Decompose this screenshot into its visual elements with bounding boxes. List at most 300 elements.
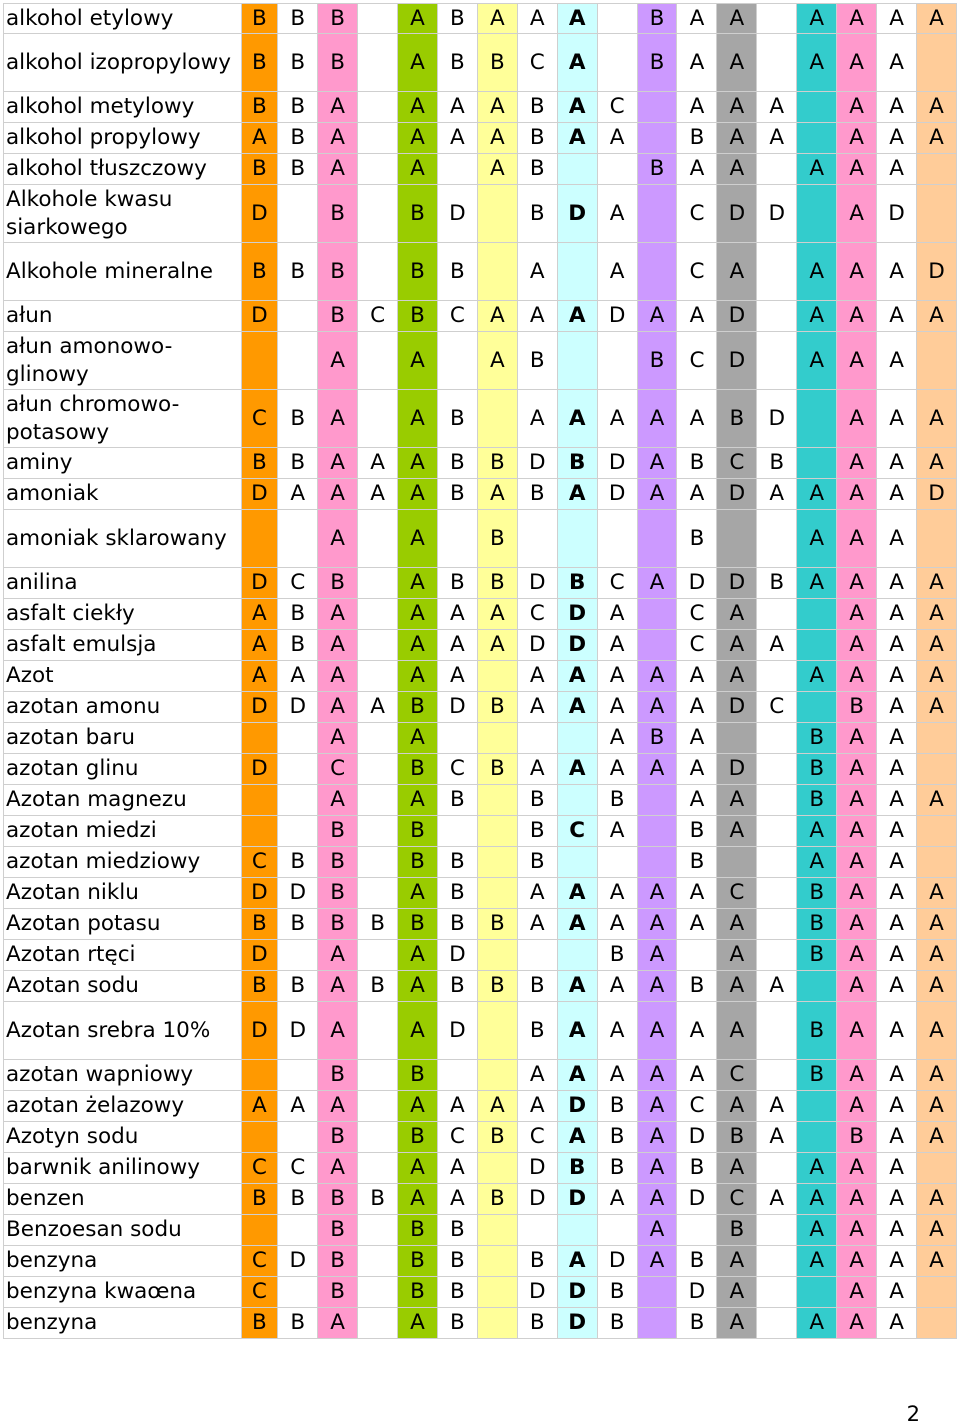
rating-cell: B (318, 909, 358, 940)
rating-cell: A (677, 785, 717, 816)
rating-cell: A (877, 692, 917, 723)
rating-cell (757, 1060, 797, 1091)
rating-cell: A (917, 92, 957, 123)
rating-cell: A (598, 878, 638, 909)
rating-cell: C (242, 1246, 279, 1277)
rating-cell: B (757, 568, 797, 599)
rating-cell: A (877, 92, 917, 123)
rating-cell: A (917, 1246, 957, 1277)
rating-cell: C (518, 1122, 558, 1153)
rating-cell: A (318, 1091, 358, 1122)
rating-cell (278, 785, 318, 816)
substance-name: Alkohole mineralne (3, 243, 242, 301)
rating-cell: A (318, 479, 358, 510)
rating-cell: B (677, 816, 717, 847)
rating-cell: B (438, 1308, 478, 1339)
rating-cell (638, 816, 678, 847)
rating-cell: A (638, 390, 678, 448)
rating-cell: A (398, 92, 438, 123)
rating-cell: B (478, 692, 518, 723)
rating-cell: B (438, 971, 478, 1002)
rating-cell: A (438, 661, 478, 692)
rating-cell: A (318, 1308, 358, 1339)
substance-name: ałun (3, 301, 242, 332)
rating-cell: A (837, 448, 877, 479)
rating-cell: B (438, 390, 478, 448)
rating-cell: A (677, 1060, 717, 1091)
substance-name: ałun chromowo-potasowy (3, 390, 242, 448)
table-row (3, 1091, 957, 1122)
rating-cell: B (478, 1122, 518, 1153)
rating-cell: A (398, 123, 438, 154)
rating-cell: B (478, 34, 518, 92)
rating-cell: B (837, 1122, 877, 1153)
table-row (3, 1153, 957, 1184)
rating-cell: B (278, 599, 318, 630)
substance-name: benzen (3, 1184, 242, 1215)
rating-cell: A (917, 909, 957, 940)
rating-cell: D (717, 185, 757, 243)
rating-cell: C (242, 847, 279, 878)
rating-cell: A (917, 971, 957, 1002)
rating-cell (598, 510, 638, 568)
rating-cell: B (318, 1215, 358, 1246)
table-row (3, 510, 957, 568)
rating-cell: A (558, 754, 598, 785)
rating-cell (358, 3, 398, 34)
rating-cell: D (598, 479, 638, 510)
rating-cell: A (398, 154, 438, 185)
rating-cell: B (757, 448, 797, 479)
rating-cell: D (242, 754, 279, 785)
rating-cell: A (638, 301, 678, 332)
rating-cell: B (797, 785, 837, 816)
rating-cell: A (598, 692, 638, 723)
rating-cell: D (598, 448, 638, 479)
rating-cell (278, 510, 318, 568)
rating-cell: B (398, 185, 438, 243)
rating-cell: B (478, 971, 518, 1002)
rating-cell: A (518, 692, 558, 723)
rating-cell: A (677, 3, 717, 34)
rating-cell: A (877, 510, 917, 568)
rating-cell: A (318, 1002, 358, 1060)
rating-cell: A (877, 630, 917, 661)
rating-cell: A (318, 448, 358, 479)
rating-cell (242, 1122, 279, 1153)
table-row (3, 34, 957, 92)
rating-cell: C (677, 185, 717, 243)
rating-cell: C (717, 448, 757, 479)
rating-cell (917, 1153, 957, 1184)
rating-cell (358, 1122, 398, 1153)
rating-cell: A (358, 692, 398, 723)
rating-cell: A (717, 243, 757, 301)
rating-cell: D (717, 568, 757, 599)
rating-cell: B (278, 3, 318, 34)
rating-cell (797, 692, 837, 723)
rating-cell: A (877, 34, 917, 92)
rating-cell: B (677, 847, 717, 878)
rating-cell: A (518, 301, 558, 332)
rating-cell: A (797, 510, 837, 568)
rating-cell: D (558, 599, 598, 630)
rating-cell: A (837, 92, 877, 123)
table-row (3, 1002, 957, 1060)
rating-cell (358, 1246, 398, 1277)
rating-cell: D (278, 1002, 318, 1060)
rating-cell: B (518, 1308, 558, 1339)
rating-cell (917, 1308, 957, 1339)
rating-cell (757, 1153, 797, 1184)
rating-cell: A (717, 1091, 757, 1122)
rating-cell (917, 332, 957, 390)
rating-cell: A (757, 971, 797, 1002)
rating-cell (757, 1308, 797, 1339)
rating-cell: A (558, 661, 598, 692)
rating-cell: D (438, 940, 478, 971)
rating-cell: A (717, 661, 757, 692)
rating-cell: C (677, 1091, 717, 1122)
rating-cell: D (558, 1308, 598, 1339)
rating-cell: B (242, 243, 279, 301)
rating-cell (358, 92, 398, 123)
rating-cell (478, 661, 518, 692)
rating-cell: A (797, 243, 837, 301)
rating-cell: A (478, 3, 518, 34)
rating-cell: A (558, 878, 598, 909)
rating-cell (518, 1215, 558, 1246)
rating-cell (478, 1002, 518, 1060)
rating-cell: A (837, 661, 877, 692)
rating-cell: A (677, 479, 717, 510)
rating-cell: A (638, 754, 678, 785)
rating-cell: A (438, 1153, 478, 1184)
rating-cell: B (242, 34, 279, 92)
rating-cell: C (278, 1153, 318, 1184)
rating-cell: B (318, 1184, 358, 1215)
rating-cell: A (837, 479, 877, 510)
substance-name: azotan miedziowy (3, 847, 242, 878)
rating-cell (757, 332, 797, 390)
rating-cell: D (877, 185, 917, 243)
rating-cell (917, 847, 957, 878)
rating-cell: A (917, 785, 957, 816)
rating-cell (638, 1308, 678, 1339)
substance-name: alkohol tłuszczowy (3, 154, 242, 185)
rating-cell (242, 1060, 279, 1091)
rating-cell: B (558, 1153, 598, 1184)
table-row (3, 661, 957, 692)
rating-cell: A (558, 971, 598, 1002)
rating-cell: A (638, 940, 678, 971)
rating-cell: A (877, 390, 917, 448)
rating-cell: D (518, 1184, 558, 1215)
rating-cell: D (242, 1002, 279, 1060)
rating-cell: A (797, 816, 837, 847)
rating-cell: B (558, 448, 598, 479)
rating-cell: B (478, 1184, 518, 1215)
rating-cell: A (837, 1277, 877, 1308)
rating-cell: A (797, 1153, 837, 1184)
rating-cell (358, 332, 398, 390)
rating-cell (478, 1153, 518, 1184)
rating-cell: A (598, 661, 638, 692)
rating-cell: B (677, 1153, 717, 1184)
rating-cell: A (677, 34, 717, 92)
rating-cell: B (717, 390, 757, 448)
rating-cell (638, 630, 678, 661)
rating-cell: B (242, 909, 279, 940)
rating-cell: A (677, 154, 717, 185)
rating-cell: A (438, 123, 478, 154)
rating-cell: A (398, 630, 438, 661)
rating-cell: D (717, 754, 757, 785)
rating-cell: A (638, 1060, 678, 1091)
rating-cell: B (598, 1122, 638, 1153)
rating-cell: B (242, 448, 279, 479)
table-row (3, 390, 957, 448)
rating-cell: C (438, 301, 478, 332)
rating-cell: A (677, 909, 717, 940)
rating-cell (358, 847, 398, 878)
rating-cell: B (638, 34, 678, 92)
rating-cell: A (717, 909, 757, 940)
rating-cell: D (278, 878, 318, 909)
rating-cell: A (518, 754, 558, 785)
rating-cell: A (598, 754, 638, 785)
rating-cell: A (677, 692, 717, 723)
rating-cell: B (438, 568, 478, 599)
rating-cell (358, 243, 398, 301)
rating-cell: A (877, 754, 917, 785)
rating-cell: D (717, 332, 757, 390)
rating-cell: B (358, 971, 398, 1002)
rating-cell: B (598, 1277, 638, 1308)
rating-cell: A (837, 332, 877, 390)
rating-cell: A (598, 123, 638, 154)
rating-cell: A (398, 971, 438, 1002)
rating-cell: B (478, 568, 518, 599)
rating-cell (717, 847, 757, 878)
rating-cell: A (318, 123, 358, 154)
rating-cell (638, 92, 678, 123)
rating-cell: A (558, 123, 598, 154)
rating-cell: A (717, 1246, 757, 1277)
rating-cell: A (438, 92, 478, 123)
rating-cell (278, 332, 318, 390)
rating-cell (638, 785, 678, 816)
rating-cell (757, 785, 797, 816)
rating-cell: A (478, 479, 518, 510)
rating-cell: A (917, 878, 957, 909)
rating-cell (478, 185, 518, 243)
substance-name: anilina (3, 568, 242, 599)
rating-cell (757, 510, 797, 568)
rating-cell (917, 510, 957, 568)
rating-cell (278, 1277, 318, 1308)
rating-cell: A (318, 599, 358, 630)
rating-cell: B (518, 154, 558, 185)
page-number: 2 (906, 1402, 920, 1426)
rating-cell: A (242, 630, 279, 661)
rating-cell: A (398, 34, 438, 92)
rating-cell: A (917, 940, 957, 971)
rating-cell: A (598, 1060, 638, 1091)
rating-cell: B (677, 1308, 717, 1339)
rating-cell: A (478, 154, 518, 185)
rating-cell: A (558, 479, 598, 510)
rating-cell (478, 243, 518, 301)
rating-cell (757, 940, 797, 971)
rating-cell: A (558, 1122, 598, 1153)
rating-cell: A (358, 448, 398, 479)
rating-cell: A (717, 1153, 757, 1184)
rating-cell: A (877, 1060, 917, 1091)
rating-cell: B (318, 1122, 358, 1153)
rating-cell (917, 1277, 957, 1308)
rating-cell (358, 940, 398, 971)
rating-cell (797, 1122, 837, 1153)
rating-cell: D (558, 630, 598, 661)
substance-name: azotan amonu (3, 692, 242, 723)
rating-cell: D (558, 1277, 598, 1308)
rating-cell (917, 34, 957, 92)
rating-cell: B (438, 1215, 478, 1246)
substance-name: ałun amonowo-glinowy (3, 332, 242, 390)
rating-cell: A (398, 448, 438, 479)
table-row (3, 692, 957, 723)
rating-cell: A (757, 1122, 797, 1153)
rating-cell: A (917, 1122, 957, 1153)
rating-cell: A (877, 1184, 917, 1215)
rating-cell: B (278, 1308, 318, 1339)
substance-name: Azotan niklu (3, 878, 242, 909)
rating-cell: A (797, 34, 837, 92)
rating-cell: A (398, 661, 438, 692)
table-row (3, 301, 957, 332)
rating-cell: A (638, 1246, 678, 1277)
rating-cell: B (318, 1246, 358, 1277)
rating-cell (757, 754, 797, 785)
rating-cell (242, 1215, 279, 1246)
rating-cell (242, 332, 279, 390)
rating-cell: D (518, 1153, 558, 1184)
rating-cell: A (797, 847, 837, 878)
rating-cell: B (358, 1184, 398, 1215)
rating-cell: B (598, 940, 638, 971)
rating-cell: B (318, 568, 358, 599)
rating-cell: A (917, 1215, 957, 1246)
rating-cell: D (558, 1184, 598, 1215)
rating-cell: A (598, 599, 638, 630)
rating-cell: A (398, 510, 438, 568)
rating-cell: A (558, 301, 598, 332)
rating-cell: A (917, 1184, 957, 1215)
rating-cell (438, 1060, 478, 1091)
table-row (3, 448, 957, 479)
substance-name: Azotyn sodu (3, 1122, 242, 1153)
table-row (3, 878, 957, 909)
rating-cell (478, 1246, 518, 1277)
rating-cell: B (438, 847, 478, 878)
rating-cell: B (398, 1277, 438, 1308)
rating-cell: A (877, 301, 917, 332)
rating-cell: A (518, 909, 558, 940)
rating-cell (558, 154, 598, 185)
rating-cell: A (398, 878, 438, 909)
rating-cell: B (318, 3, 358, 34)
rating-cell: A (917, 692, 957, 723)
substance-name: Azotan sodu (3, 971, 242, 1002)
rating-cell (757, 661, 797, 692)
rating-cell: B (438, 243, 478, 301)
rating-cell: A (877, 448, 917, 479)
rating-cell: A (797, 301, 837, 332)
rating-cell: A (318, 154, 358, 185)
table-row (3, 940, 957, 971)
rating-cell: B (318, 34, 358, 92)
table-row (3, 723, 957, 754)
rating-cell (358, 1091, 398, 1122)
rating-cell: D (598, 1246, 638, 1277)
rating-cell: A (598, 909, 638, 940)
rating-cell (717, 723, 757, 754)
rating-cell (598, 1215, 638, 1246)
substance-name: barwnik anilinowy (3, 1153, 242, 1184)
rating-cell (558, 510, 598, 568)
rating-cell: B (598, 1153, 638, 1184)
rating-cell: C (717, 878, 757, 909)
rating-cell: A (358, 479, 398, 510)
rating-cell: A (278, 479, 318, 510)
rating-cell: D (717, 479, 757, 510)
rating-cell: A (318, 661, 358, 692)
rating-cell: B (797, 723, 837, 754)
rating-cell: A (518, 1091, 558, 1122)
rating-cell: A (917, 448, 957, 479)
rating-cell: D (917, 243, 957, 301)
table-row (3, 971, 957, 1002)
substance-name: Azot (3, 661, 242, 692)
rating-cell: A (638, 971, 678, 1002)
rating-cell (478, 785, 518, 816)
rating-cell: C (677, 599, 717, 630)
rating-cell (358, 1277, 398, 1308)
rating-cell (278, 301, 318, 332)
rating-cell: A (837, 1002, 877, 1060)
rating-cell: A (837, 723, 877, 754)
rating-cell: C (242, 390, 279, 448)
rating-cell: A (877, 568, 917, 599)
rating-cell (598, 34, 638, 92)
rating-cell (358, 1153, 398, 1184)
rating-cell: A (717, 971, 757, 1002)
rating-cell: A (917, 123, 957, 154)
rating-cell: A (917, 568, 957, 599)
table-row (3, 243, 957, 301)
rating-cell: B (278, 34, 318, 92)
rating-cell: B (242, 154, 279, 185)
rating-cell: A (398, 785, 438, 816)
rating-cell: B (558, 568, 598, 599)
rating-cell: A (638, 1002, 678, 1060)
rating-cell: A (837, 847, 877, 878)
chemical-resistance-table (3, 3, 957, 1339)
rating-cell: D (242, 692, 279, 723)
rating-cell (757, 301, 797, 332)
rating-cell: B (837, 692, 877, 723)
